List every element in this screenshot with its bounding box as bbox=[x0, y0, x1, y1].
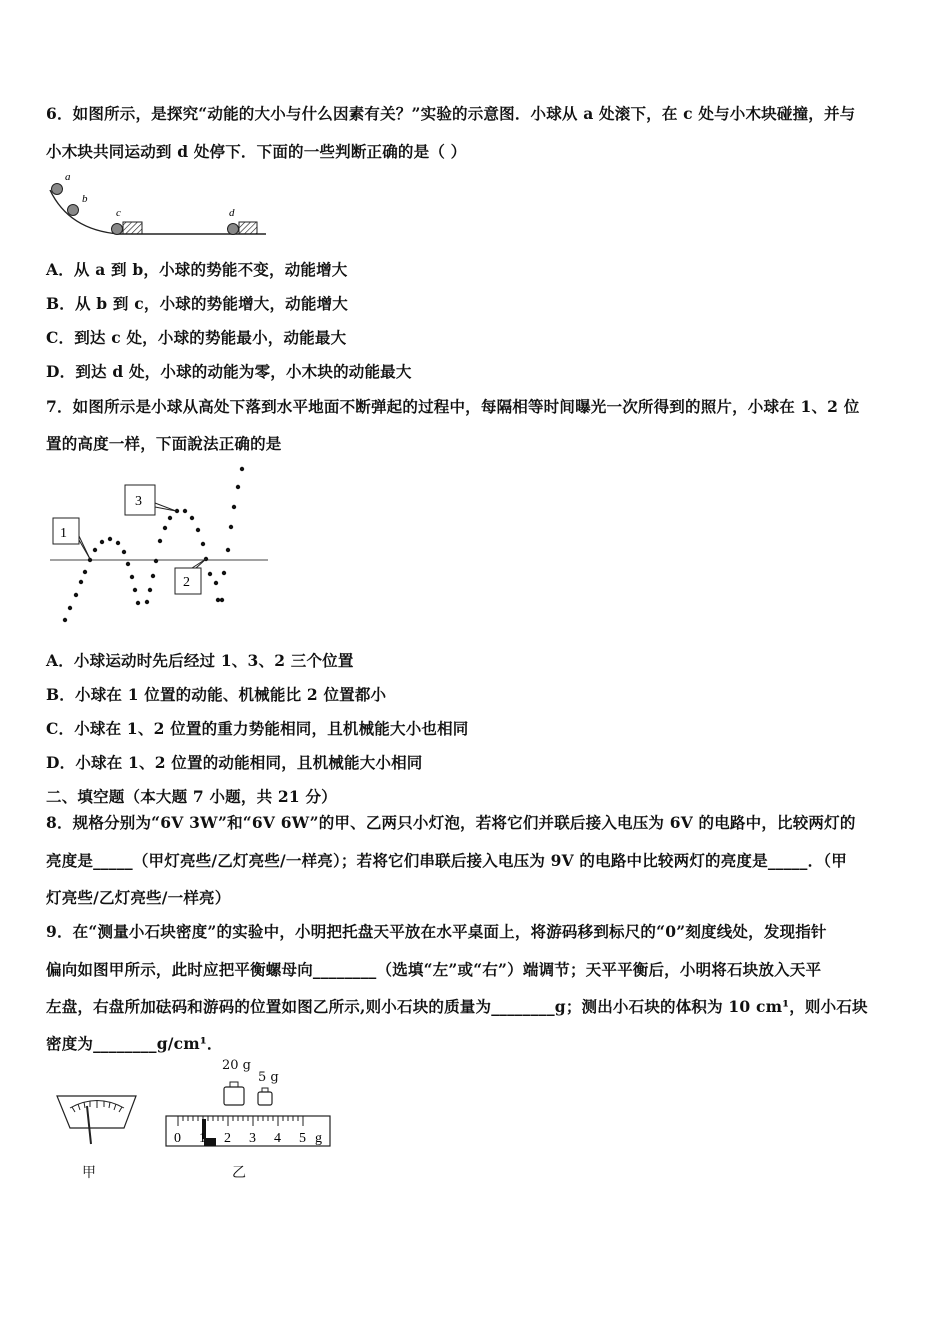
block-c bbox=[123, 222, 142, 234]
scale-tick-2: 2 bbox=[224, 1131, 231, 1146]
q6-option-a: A．从 a 到 b，小球的势能不变，动能增大 bbox=[46, 260, 348, 279]
q8-line1: 8．规格分别为“6V 3W”和“6V 6W”的甲、乙两只小灯泡，若将它们并联后接入电压为 6V 的电路中，比较两灯的 bbox=[46, 813, 856, 832]
q7-stem-line2: 置的高度一样，下面說法正确的是 bbox=[46, 434, 282, 453]
q7-option-a: A．小球运动时先后经过 1、3、2 三个位置 bbox=[46, 651, 354, 670]
q8-line3: 灯亮些/乙灯亮些/一样亮） bbox=[46, 888, 231, 907]
q6-option-c: C．到达 c 处，小球的势能最小，动能最大 bbox=[46, 328, 347, 347]
q9-line3: 左盘，右盘所加砝码和游码的位置如图乙所示,则小石块的质量为________g；测出小石块的体积为 10 cm¹，则小石块 bbox=[46, 997, 868, 1016]
label-a: a bbox=[65, 171, 71, 183]
scale-tick-1: 1 bbox=[199, 1131, 206, 1146]
q6-option-b: B．从 b 到 c，小球的势能增大，动能增大 bbox=[46, 294, 348, 313]
weight-label-20g: 20 g bbox=[222, 1058, 251, 1073]
balance-dial-figure bbox=[52, 1088, 142, 1148]
q8-line2: 亮度是_____（甲灯亮些/乙灯亮些/一样亮）；若将它们串联后接入电压为 9V 的电路中比较两灯的亮度是_____．（甲 bbox=[46, 851, 847, 870]
weight-5g bbox=[258, 1092, 272, 1105]
scale-tick-5: 5 bbox=[299, 1131, 306, 1146]
label-c: c bbox=[116, 207, 121, 219]
q6-stem-line1: 6．如图所示，是探究“动能的大小与什么因素有关？”实验的示意图．小球从 a 处滚下，在 c 处与小木块碰撞，并与 bbox=[46, 104, 856, 123]
q7-bounce-figure bbox=[44, 462, 274, 627]
block-d bbox=[239, 222, 257, 234]
q9-line2: 偏向如图甲所示，此时应把平衡螺母向________（选填“左”或“右”）端调节；天平平衡后，小明将石块放入天平 bbox=[46, 960, 822, 979]
scale-tick-4: 4 bbox=[274, 1131, 281, 1146]
ball-a bbox=[52, 184, 63, 195]
ball-c bbox=[112, 224, 123, 235]
figure-caption-yi: 乙 bbox=[232, 1165, 246, 1181]
q7-option-b: B．小球在 1 位置的动能、机械能比 2 位置都小 bbox=[46, 685, 387, 704]
section-heading: 二、填空题（本大题 7 小题，共 21 分） bbox=[46, 787, 337, 806]
weight-20g bbox=[224, 1087, 244, 1105]
weight-label-5g: 5 g bbox=[258, 1070, 279, 1085]
ball-d bbox=[228, 224, 239, 235]
callout-label-3: 3 bbox=[135, 494, 142, 509]
weights-and-scale-figure bbox=[160, 1078, 335, 1150]
callout-label-2: 2 bbox=[183, 575, 190, 590]
label-d: d bbox=[229, 207, 235, 219]
q7-option-c: C．小球在 1、2 位置的重力势能相同，且机械能大小也相同 bbox=[46, 719, 469, 738]
q9-line1: 9．在“测量小石块密度”的实验中，小明把托盘天平放在水平桌面上，将游码移到标尺的“0”刻度线处，发现指针 bbox=[46, 922, 827, 941]
scale-unit: g bbox=[315, 1131, 322, 1146]
label-b: b bbox=[82, 193, 88, 205]
scale-tick-0: 0 bbox=[174, 1131, 181, 1146]
q6-option-d: D．到达 d 处，小球的动能为零，小木块的动能最大 bbox=[46, 362, 412, 381]
q6-ramp-figure bbox=[44, 168, 274, 243]
q6-stem-line2: 小木块共同运动到 d 处停下．下面的一些判断正确的是（ ） bbox=[46, 142, 467, 161]
q9-line4: 密度为________g/cm¹． bbox=[46, 1034, 223, 1053]
q7-stem-line1: 7．如图所示是小球从高处下落到水平地面不断弹起的过程中，每隔相等时间曝光一次所得到的照片，小球在 1、2 位 bbox=[46, 397, 860, 416]
scale-tick-3: 3 bbox=[249, 1131, 256, 1146]
callout-label-1: 1 bbox=[60, 526, 67, 541]
q7-option-d: D．小球在 1、2 位置的动能相同，且机械能大小相同 bbox=[46, 753, 423, 772]
ball-b bbox=[68, 205, 79, 216]
figure-caption-jia: 甲 bbox=[82, 1165, 96, 1181]
